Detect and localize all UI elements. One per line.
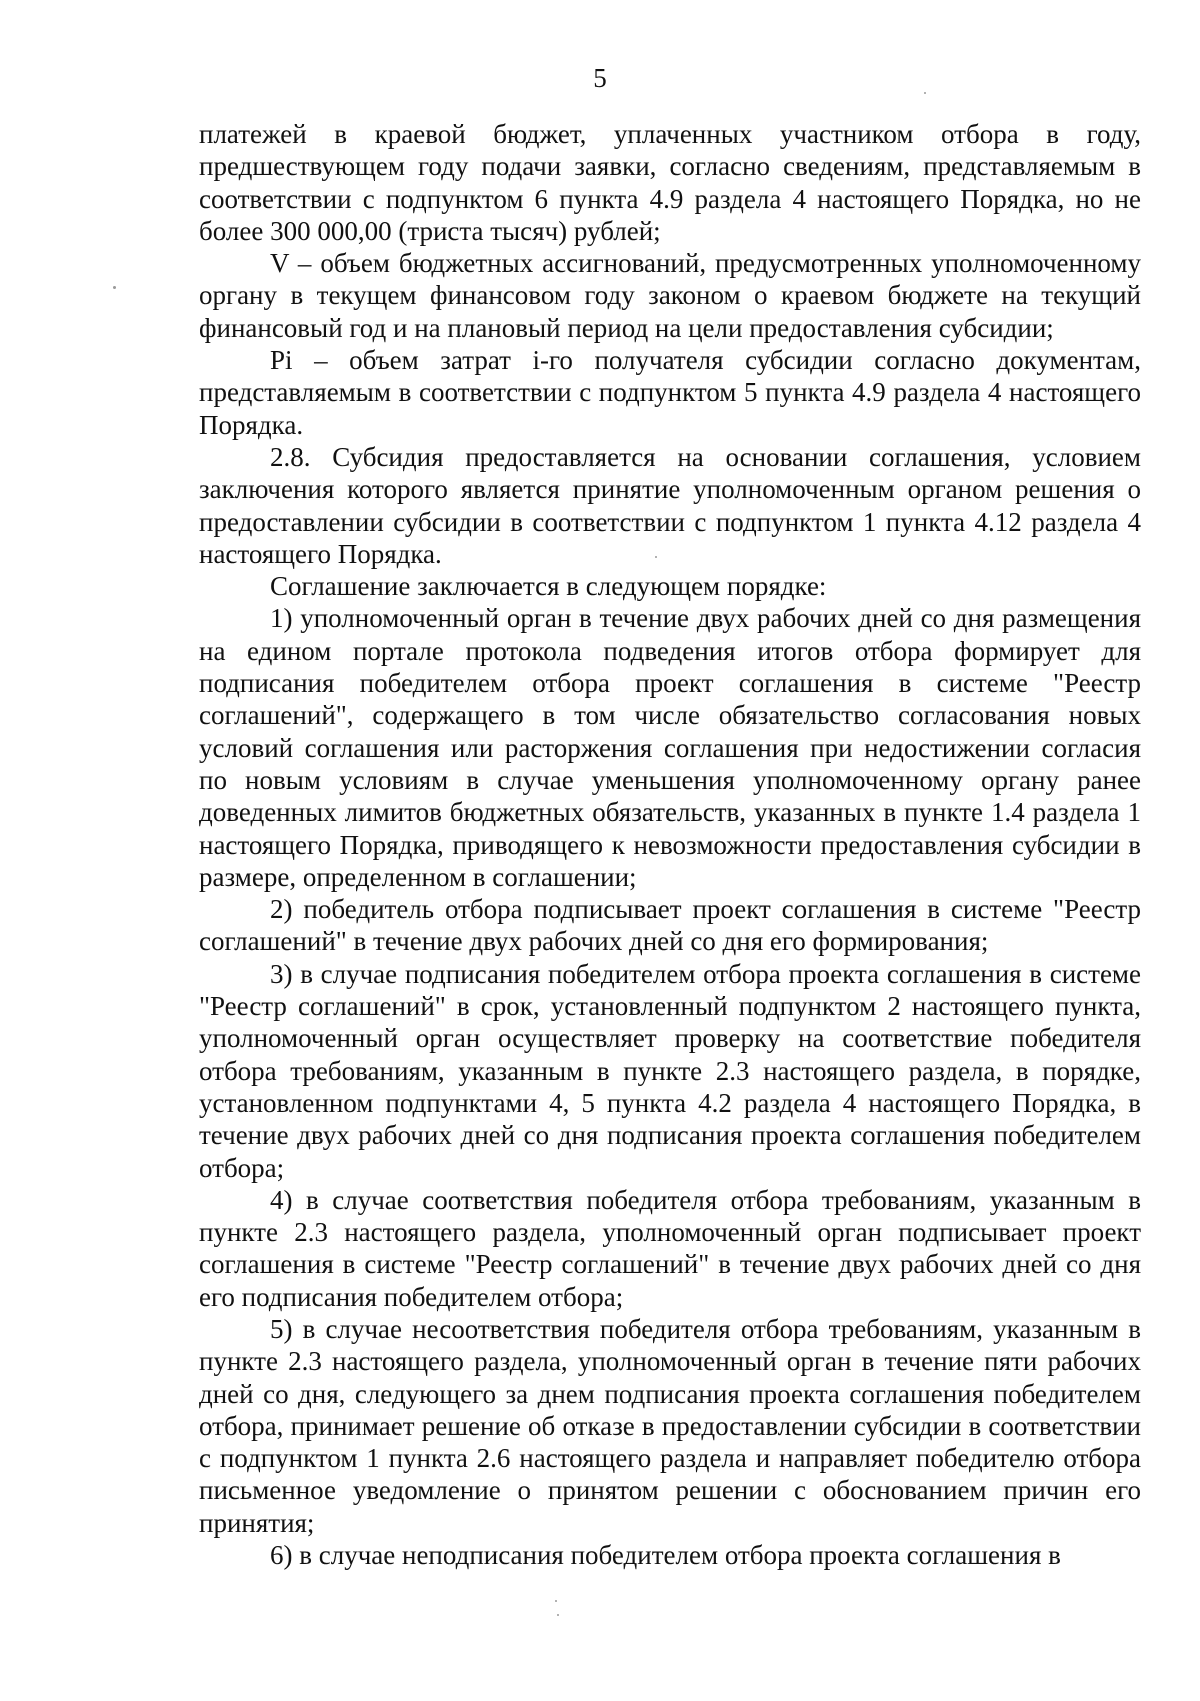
paragraph-agreement-order: Соглашение заключается в следующем порядке:: [270, 571, 827, 602]
list-item-6: 6) в случае неподписания победителем отбора проекта соглашения в: [270, 1540, 1061, 1571]
scan-speck: [655, 556, 657, 558]
document-body: [199, 118, 1141, 1571]
list-item-2: 2) победитель отбора подписывает проект соглашения в системе "Реестр соглашений" в течение двух рабочих дней со дня его формирования;: [199, 894, 1141, 957]
list-item-5: 5) в случае несоответствия победителя отбора требованиям, указанным в пункте 2.3 настоящего раздела, уполномоченный орган в течение пяти рабочих дней со дня, следующего за днем подписания проекта соглашения победителем отбора, принимает решение об отказе в предоставлении субсидии в соответствии с подпунктом 1 пункта 2.6 настоящего раздела и направляет победителю отбора письменное уведомление о принятом решении с обоснованием причин его принятия;: [199, 1313, 1141, 1538]
scan-speck: [113, 286, 116, 289]
paragraph-continuation: платежей в краевой бюджет, уплаченных участником отбора в году, предшествующем году подачи заявки, согласно сведениям, представляемым в соответствии с подпунктом 6 пункта 4.9 раздела 4 настоящего Порядка, но не более 300 000,00 (триста тысяч) рублей;: [199, 119, 1141, 246]
page-number: 5: [593, 63, 607, 93]
list-item-4: 4) в случае соответствия победителя отбора требованиям, указанным в пункте 2.3 настоящего раздела, уполномоченный орган подписывает проект соглашения в системе "Реестр соглашений" в течение двух рабочих дней со дня его подписания победителем отбора;: [199, 1184, 1141, 1312]
scan-speck: [557, 1614, 559, 1616]
paragraph-2-8: 2.8. Субсидия предоставляется на основании соглашения, условием заключения которого является принятие уполномоченным органом решения о предоставлении субсидии в соответствии с подпунктом 1 пункта 4.12 раздела 4 настоящего Порядка.: [199, 441, 1141, 569]
paragraph-pi-definition: Pi – объем затрат i-го получателя субсидии согласно документам, представляемым в соответствии с подпунктом 5 пункта 4.9 раздела 4 настоящего Порядка.: [199, 345, 1141, 440]
scan-speck: [924, 92, 926, 94]
scan-speck: [555, 1600, 557, 1602]
paragraph-v-definition: V – объем бюджетных ассигнований, предусмотренных уполномоченному органу в текущем финансовом году законом о краевом бюджете на текущий финансовый год и на плановый период на цели предоставления субсидии;: [199, 248, 1141, 343]
list-item-1: 1) уполномоченный орган в течение двух рабочих дней со дня размещения на едином портале протокола подведения итогов отбора формирует для подписания победителем отбора проект соглашения в системе "Реестр соглашений", содержащего в том числе обязательство согласования новых условий соглашения или расторжения соглашения при недостижении согласия по новым условиям в случае уменьшения уполномоченному органу ранее доведенных лимитов бюджетных обязательств, указанных в пункте 1.4 раздела 1 настоящего Порядка, приводящего к невозможности предоставления субсидии в размере, определенном в соглашении;: [199, 603, 1141, 892]
list-item-3: 3) в случае подписания победителем отбора проекта соглашения в системе "Реестр соглашений" в срок, установленный подпунктом 2 настоящего пункта, уполномоченный орган осуществляет проверку на соответствие победителя отбора требованиям, указанным в пункте 2.3 настоящего раздела, в порядке, установленном подпунктами 4, 5 пункта 4.2 раздела 4 настоящего Порядка, в течение двух рабочих дней со дня подписания проекта соглашения победителем отбора;: [199, 958, 1141, 1183]
